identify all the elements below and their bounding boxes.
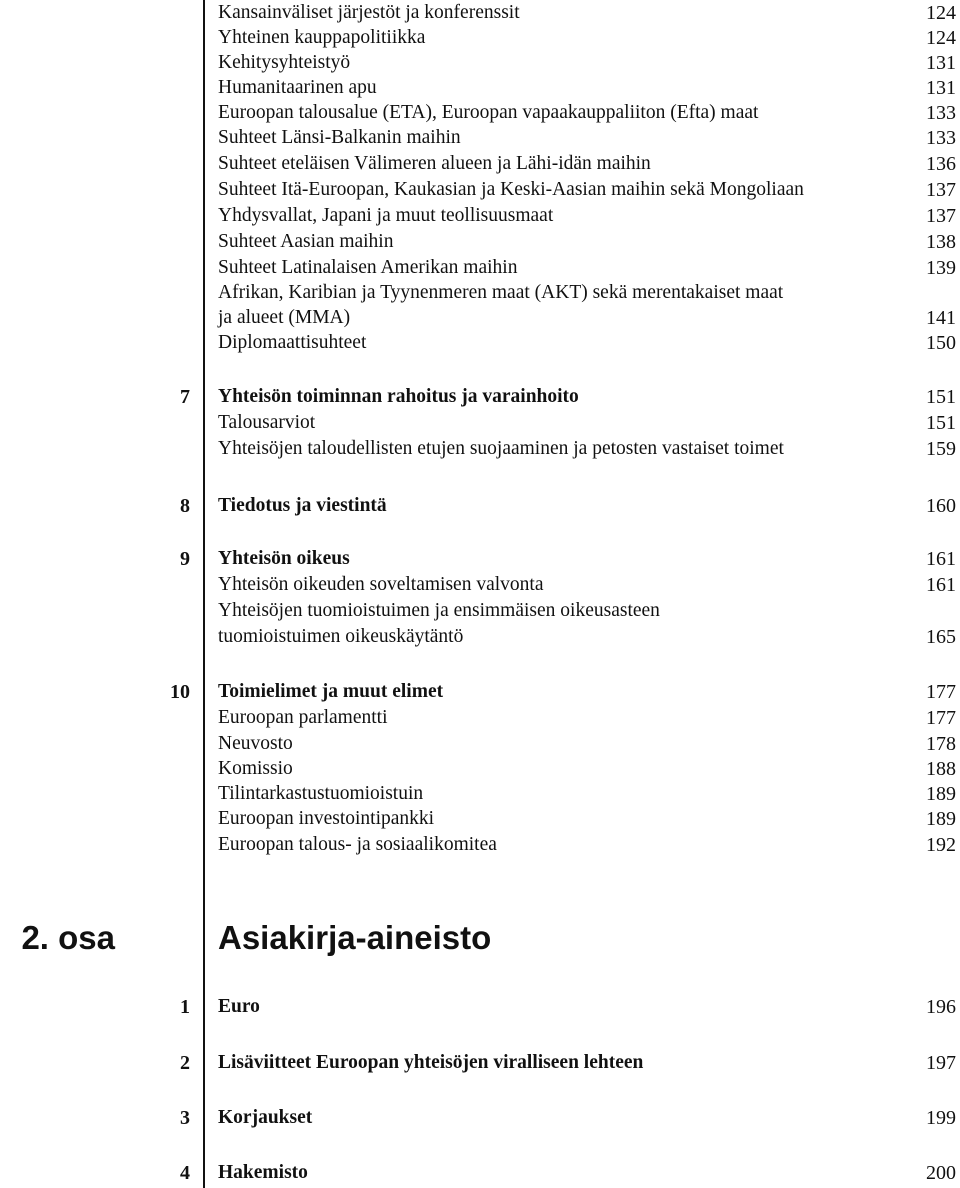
- toc-entry-title: Afrikan, Karibian ja Tyynenmeren maat (AKT) sekä merentakaiset maat: [218, 282, 784, 303]
- toc-entry[interactable]: [218, 705, 960, 731]
- toc-entry-title: tuomioistuimen oikeuskäytäntö: [218, 626, 464, 647]
- chapter-title: Tiedotus ja viestintä: [218, 495, 387, 516]
- chapter-heading-part2-2[interactable]: [180, 1050, 960, 1076]
- toc-entry-page: 150: [926, 332, 956, 354]
- toc-entry[interactable]: [218, 75, 960, 101]
- toc-entry-page: 124: [926, 27, 956, 49]
- toc-entry-title: Euroopan investointipankki: [218, 808, 435, 829]
- chapter-heading-9[interactable]: [180, 546, 960, 572]
- toc-entry[interactable]: [218, 305, 960, 331]
- chapter-heading-part2-4[interactable]: [180, 1160, 960, 1186]
- chapter-title: Euro: [218, 996, 260, 1017]
- toc-entry[interactable]: [218, 624, 960, 650]
- toc-entry-page: 165: [926, 626, 956, 648]
- chapter-number: 3: [180, 1107, 190, 1129]
- toc-entry-title: Yhteisön oikeuden soveltamisen valvonta: [218, 574, 544, 595]
- toc-entry[interactable]: [218, 781, 960, 807]
- chapter-heading-7[interactable]: [180, 384, 960, 410]
- toc-entry[interactable]: [218, 100, 960, 126]
- toc-entry-page: 133: [926, 127, 956, 149]
- chapter-heading-part2-3[interactable]: [180, 1105, 960, 1131]
- toc-entry-page: 161: [926, 574, 956, 596]
- toc-entry-page: 133: [926, 102, 956, 124]
- chapter-heading-10[interactable]: [170, 679, 960, 705]
- toc-entry-title: Euroopan parlamentti: [218, 707, 388, 728]
- chapter-page: 199: [926, 1107, 956, 1129]
- toc-entry[interactable]: [218, 50, 960, 76]
- toc-entry[interactable]: [218, 436, 960, 462]
- chapter-title: Korjaukset: [218, 1107, 313, 1128]
- chapter-number: 7: [180, 386, 190, 408]
- chapter-title: Yhteisön oikeus: [218, 548, 350, 569]
- chapter-title: Yhteisön toiminnan rahoitus ja varainhoito: [218, 386, 579, 407]
- part-label: 2. osa: [21, 919, 115, 956]
- toc-entry-page: 131: [926, 77, 956, 99]
- chapter-page: 151: [926, 386, 956, 408]
- chapter-number: 4: [180, 1162, 190, 1184]
- toc-entry-title: Euroopan talous- ja sosiaalikomitea: [218, 834, 497, 855]
- toc-entry-title: Suhteet Latinalaisen Amerikan maihin: [218, 257, 518, 278]
- chapter-title: Toimielimet ja muut elimet: [218, 681, 444, 702]
- toc-entry[interactable]: [218, 151, 960, 177]
- toc-entry-title: Kansainväliset järjestöt ja konferenssit: [218, 2, 520, 23]
- toc-entry-page: 131: [926, 52, 956, 74]
- toc-entry-title: Neuvosto: [218, 733, 293, 754]
- toc-entry-page: 141: [926, 307, 956, 329]
- toc-entry[interactable]: [218, 410, 960, 436]
- toc-entry-title: Diplomaattisuhteet: [218, 332, 367, 353]
- chapter-page: 177: [926, 681, 956, 703]
- toc-entry-page: 159: [926, 438, 956, 460]
- toc-entry-page: 137: [926, 205, 956, 227]
- toc-entry[interactable]: [218, 330, 960, 356]
- toc-entry-page: 177: [926, 707, 956, 729]
- toc-entry-title: Suhteet Aasian maihin: [218, 231, 394, 252]
- toc-entry-title: Yhteisöjen taloudellisten etujen suojaaminen ja petosten vastaiset toimet: [218, 438, 784, 459]
- toc-entry[interactable]: [218, 25, 960, 51]
- toc-entry-page: 124: [926, 2, 956, 24]
- toc-entry[interactable]: [218, 731, 960, 757]
- toc-entry-title: Yhteinen kauppapolitiikka: [218, 27, 426, 48]
- toc-entry[interactable]: [218, 203, 960, 229]
- toc-entry-page: 138: [926, 231, 956, 253]
- toc-entry-title: Suhteet Länsi-Balkanin maihin: [218, 127, 461, 148]
- toc-entry-page: 136: [926, 153, 956, 175]
- toc-entry[interactable]: [218, 806, 960, 832]
- toc-entry-page: 192: [926, 834, 956, 856]
- toc-entry[interactable]: [218, 832, 960, 858]
- toc-entry-page: 137: [926, 179, 956, 201]
- toc-entry[interactable]: [218, 125, 960, 151]
- toc-entry-title: Talousarviot: [218, 412, 316, 433]
- toc-entry-page: 189: [926, 783, 956, 805]
- toc-entry[interactable]: [218, 572, 960, 598]
- part-title: Asiakirja-aineisto: [218, 919, 492, 956]
- toc-entry-title: Yhteisöjen tuomioistuimen ja ensimmäisen oikeusasteen: [218, 600, 660, 621]
- toc-entry[interactable]: [218, 229, 960, 255]
- chapter-title: Hakemisto: [218, 1162, 308, 1183]
- chapter-heading-part2-1[interactable]: [180, 994, 960, 1020]
- toc-entry-title: Humanitaarinen apu: [218, 77, 377, 98]
- chapter-number: 8: [180, 495, 190, 517]
- chapter-page: 161: [926, 548, 956, 570]
- toc-entry-title: Tilintarkastustuomioistuin: [218, 783, 424, 804]
- toc-entry-title: Suhteet Itä-Euroopan, Kaukasian ja Keski-Aasian maihin sekä Mongoliaan: [218, 179, 804, 200]
- toc-entry-page: 189: [926, 808, 956, 830]
- toc-entry-title: Komissio: [218, 758, 293, 779]
- toc-entry-page: 188: [926, 758, 956, 780]
- toc-entry-page: 151: [926, 412, 956, 434]
- toc-entry[interactable]: [218, 255, 960, 281]
- chapter-number: 2: [180, 1052, 190, 1074]
- chapter-number: 9: [180, 548, 190, 570]
- toc-entry[interactable]: [218, 177, 960, 203]
- toc-entry-title: Kehitysyhteistyö: [218, 52, 351, 73]
- toc-entry-page: 178: [926, 733, 956, 755]
- toc-entry-page: 139: [926, 257, 956, 279]
- toc-entry[interactable]: [218, 0, 960, 26]
- toc-entry[interactable]: [218, 280, 960, 306]
- vertical-divider: [203, 0, 205, 1188]
- toc-entry-title: Yhdysvallat, Japani ja muut teollisuusmaat: [218, 205, 554, 226]
- chapter-page: 197: [926, 1052, 956, 1074]
- chapter-page: 160: [926, 495, 956, 517]
- toc-entry[interactable]: [218, 756, 960, 782]
- toc-entry-title: ja alueet (MMA): [218, 307, 351, 328]
- toc-entry-title: Euroopan talousalue (ETA), Euroopan vapaakauppaliiton (Efta) maat: [218, 102, 759, 123]
- chapter-number: 1: [180, 996, 190, 1018]
- chapter-heading-8[interactable]: [180, 493, 960, 519]
- toc-entry-title: Suhteet eteläisen Välimeren alueen ja Lähi-idän maihin: [218, 153, 651, 174]
- chapter-page: 196: [926, 996, 956, 1018]
- chapter-title: Lisäviitteet Euroopan yhteisöjen viralliseen lehteen: [218, 1052, 644, 1073]
- chapter-number: 10: [170, 681, 190, 703]
- toc-entry[interactable]: [218, 598, 960, 624]
- chapter-page: 200: [926, 1162, 956, 1184]
